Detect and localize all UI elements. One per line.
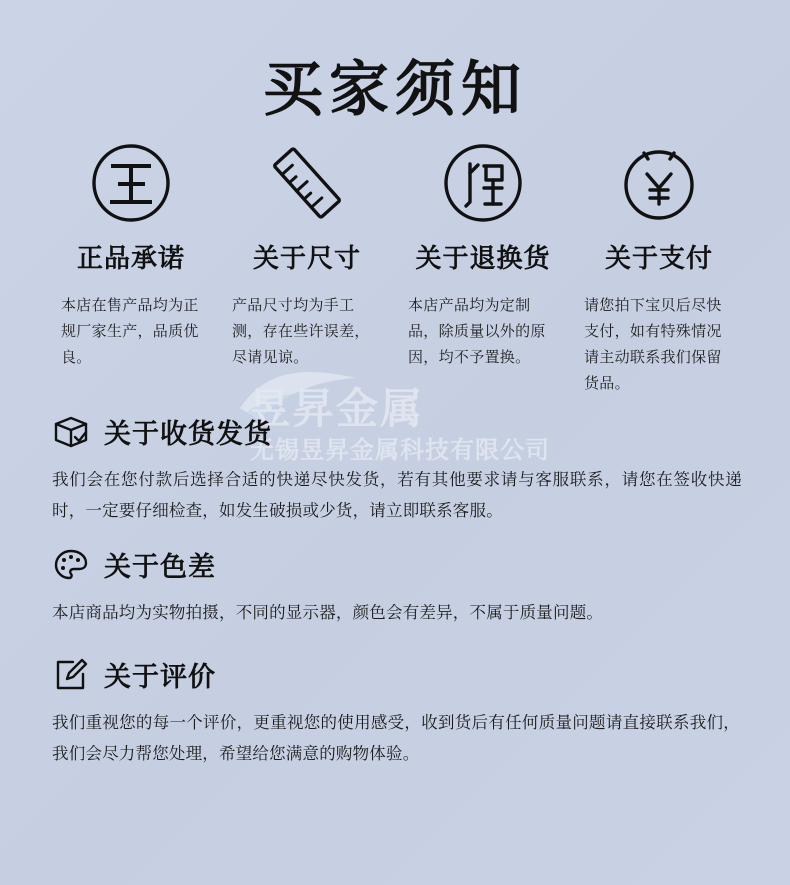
section-body: 我们重视您的每一个评价，更重视您的使用感受，收到货后有任何质量问题请直接联系我们，我们会尽力帮您处理，希望给您满意的购物体验。	[52, 714, 740, 763]
palette-icon	[52, 546, 90, 584]
feature-text: 本店在售产品均为正规厂家生产，品质优良。	[61, 297, 199, 366]
feature-text: 请您拍下宝贝后尽快支付，如有特殊情况请主动联系我们保留货品。	[584, 297, 722, 392]
section-header	[52, 412, 742, 451]
section-title: 关于收货发货	[104, 419, 272, 449]
ruler-icon	[264, 140, 350, 226]
zheng-seal-icon	[88, 140, 174, 226]
section-body: 本店商品均为实物拍摄，不同的显示器，颜色会有差异，不属于质量问题。	[52, 604, 604, 622]
feature-title: 关于支付	[604, 243, 713, 273]
return-icon	[440, 140, 526, 226]
edit-note-icon	[52, 656, 90, 694]
feature-text: 本店产品均为定制品，除质量以外的原因，均不予置换。	[408, 297, 546, 366]
feature-title: 正品承诺	[76, 243, 185, 273]
watermark-company: 无锡昱昇金属科技有限公司	[250, 437, 550, 464]
section-review	[52, 655, 742, 770]
watermark-brand-cn: 昱昇金属	[248, 385, 425, 432]
feature-row	[0, 140, 790, 397]
feature-payment	[574, 140, 744, 397]
feature-size	[222, 140, 392, 397]
section-title: 关于评价	[104, 662, 216, 692]
section-body: 我们会在您付款后选择合适的快递尽快发货，若有其他要求请与客服联系，请您在签收快递时，一定要仔细检查，如发生破损或少货，请立即联系客服。	[52, 471, 742, 520]
section-header	[52, 655, 742, 694]
box-check-icon	[52, 413, 90, 451]
section-title: 关于色差	[104, 552, 216, 582]
feature-authentic	[46, 140, 216, 397]
page-title: 买家须知	[263, 56, 527, 123]
feature-text: 产品尺寸均为手工测，存在些许误差，尽请见谅。	[232, 297, 370, 366]
yuan-payment-icon	[616, 140, 702, 226]
section-color	[52, 545, 742, 629]
section-header	[52, 545, 742, 584]
feature-title: 关于尺寸	[252, 243, 361, 273]
feature-return	[398, 140, 568, 397]
feature-title: 关于退换货	[415, 243, 551, 273]
section-shipping	[52, 412, 742, 527]
